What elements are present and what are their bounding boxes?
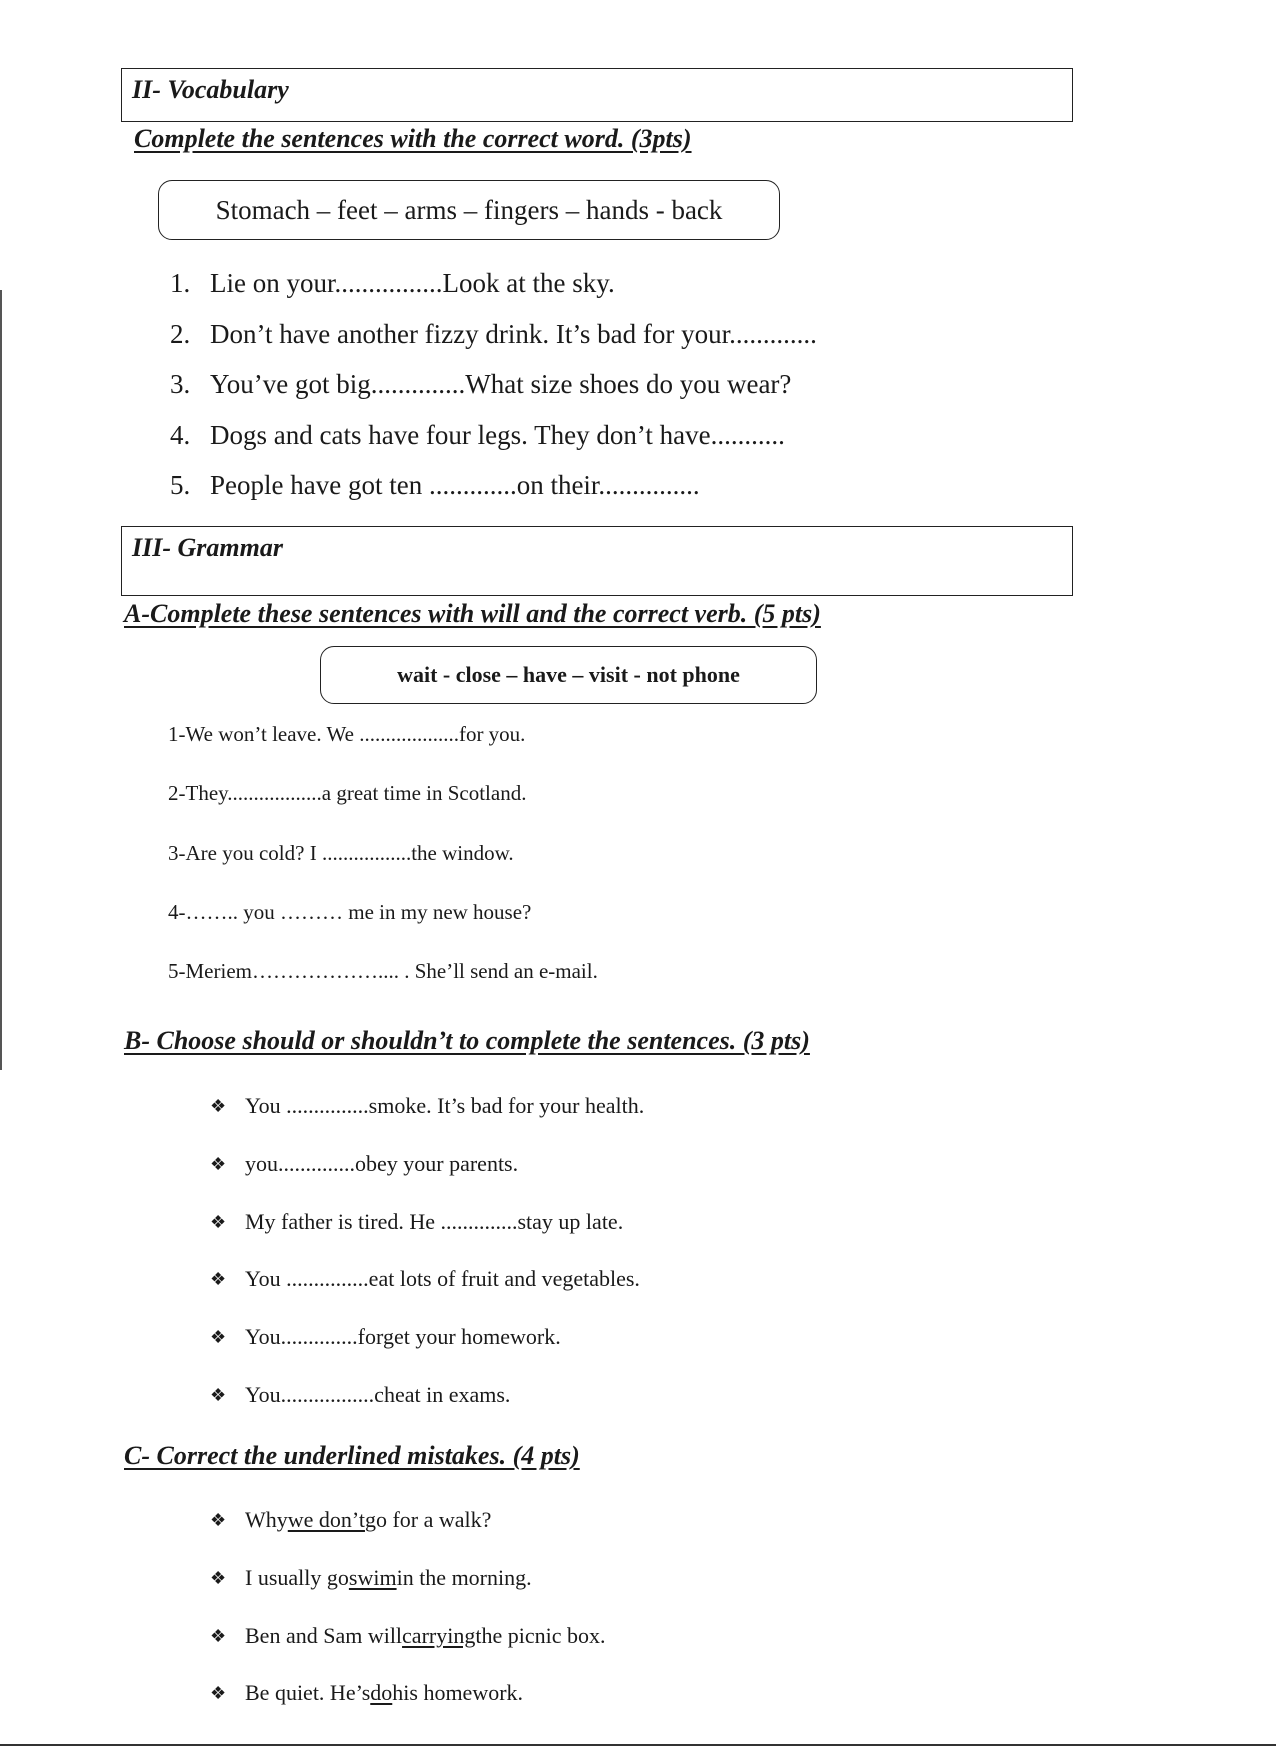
scan-bottom-rule xyxy=(0,1744,1276,1746)
item-number: 1. xyxy=(170,268,191,298)
vocabulary-word-bank xyxy=(158,180,780,240)
item-text: You ...............smoke. It’s bad for your health. xyxy=(245,1093,645,1118)
grammar-part-a-list xyxy=(168,722,598,1018)
bullet-icon: ❖ xyxy=(210,1567,227,1588)
item-text: you..............obey your parents. xyxy=(245,1150,519,1176)
vocabulary-list xyxy=(170,268,817,521)
item-text-before: Ben and Sam will xyxy=(245,1622,403,1648)
underlined-mistake: carrying xyxy=(402,1622,476,1648)
vocabulary-item xyxy=(170,470,817,521)
bullet-icon: ❖ xyxy=(210,1153,227,1174)
grammar-part-c-item xyxy=(210,1507,605,1565)
grammar-part-a-item: 5-Meriem……………….... . She’ll send an e-mail. xyxy=(168,959,598,984)
underlined-mistake: do xyxy=(370,1680,393,1706)
item-text: You’ve got big..............What size shoes do you wear? xyxy=(210,369,792,399)
grammar-part-b-instruction: B- Choose should or shouldn’t to complete the sentences. (3 pts) xyxy=(124,1026,810,1055)
bullet-icon: ❖ xyxy=(210,1510,227,1530)
vocabulary-item xyxy=(170,268,817,319)
vocabulary-section-box xyxy=(121,68,1073,122)
item-number: 5. xyxy=(170,470,191,500)
bullet-icon: ❖ xyxy=(210,1211,227,1232)
vocabulary-word-bank-text: Stomach – feet – arms – fingers – hands - back xyxy=(215,194,723,225)
bullet-icon: ❖ xyxy=(210,1096,227,1116)
bullet-icon: ❖ xyxy=(210,1683,227,1704)
grammar-part-a-word-bank-text: wait - close – have – visit - not phone xyxy=(397,662,740,687)
item-text-before: Be quiet. He’s xyxy=(245,1680,371,1706)
grammar-part-b-item xyxy=(210,1266,644,1324)
grammar-part-b-list xyxy=(210,1093,644,1440)
item-text-after: his homework. xyxy=(392,1680,524,1706)
item-text-after: the picnic box. xyxy=(475,1622,606,1648)
item-text: Lie on your................Look at the sky. xyxy=(210,268,615,298)
grammar-part-b-item xyxy=(210,1324,644,1382)
grammar-section-title: III- Grammar xyxy=(132,533,283,562)
bullet-icon: ❖ xyxy=(210,1269,227,1290)
grammar-part-c-item xyxy=(210,1565,605,1623)
item-text-after: in the morning. xyxy=(396,1564,532,1590)
item-text: You..............forget your homework. xyxy=(245,1324,561,1350)
vocabulary-item xyxy=(170,420,817,471)
bullet-icon: ❖ xyxy=(210,1625,227,1646)
grammar-part-a-instruction: A-Complete these sentences with will and the correct verb. (5 pts) xyxy=(124,599,821,628)
grammar-part-b-item xyxy=(210,1151,644,1209)
vocabulary-item xyxy=(170,319,817,370)
grammar-part-a-item: 3-Are you cold? I .................the window. xyxy=(168,840,514,865)
vocabulary-instruction: Complete the sentences with the correct word. (3pts) xyxy=(134,124,692,153)
bullet-icon: ❖ xyxy=(210,1327,227,1348)
vocabulary-item xyxy=(170,369,817,420)
grammar-section-box xyxy=(121,526,1073,596)
item-number: 3. xyxy=(170,369,191,399)
item-text-after: go for a walk? xyxy=(364,1507,492,1532)
grammar-part-b-item xyxy=(210,1382,644,1440)
bullet-icon: ❖ xyxy=(210,1384,227,1405)
grammar-part-b-item xyxy=(210,1093,644,1151)
grammar-part-a-item: 4-…….. you ……… me in my new house? xyxy=(168,899,532,924)
grammar-part-a-word-bank xyxy=(320,646,817,704)
grammar-part-c-item xyxy=(210,1680,605,1738)
grammar-part-a-item: 2-They..................a great time in Scotland. xyxy=(168,781,527,806)
grammar-part-c-item xyxy=(210,1623,605,1681)
item-text-before: Why xyxy=(245,1507,288,1532)
item-text: People have got ten .............on their............... xyxy=(210,470,700,500)
underlined-mistake: swim xyxy=(348,1564,397,1590)
grammar-part-c-instruction: C- Correct the underlined mistakes. (4 pts) xyxy=(124,1441,580,1470)
vocabulary-section-title: II- Vocabulary xyxy=(132,75,289,104)
item-number: 4. xyxy=(170,419,191,450)
item-text: Don’t have another fizzy drink. It’s bad for your............. xyxy=(210,318,817,349)
item-text: Dogs and cats have four legs. They don’t have........... xyxy=(210,419,785,450)
scan-edge-left xyxy=(0,290,2,1070)
item-text: My father is tired. He ..............stay up late. xyxy=(245,1208,624,1234)
item-number: 2. xyxy=(170,318,191,349)
grammar-part-b-item xyxy=(210,1209,644,1267)
grammar-part-a-item: 1-We won’t leave. We ...................for you. xyxy=(168,722,526,746)
underlined-mistake: we don’t xyxy=(287,1507,365,1532)
grammar-part-c-list xyxy=(210,1507,605,1738)
item-text: You ...............eat lots of fruit and vegetables. xyxy=(245,1266,640,1292)
item-text-before: I usually go xyxy=(245,1564,349,1590)
item-text: You.................cheat in exams. xyxy=(245,1381,511,1407)
